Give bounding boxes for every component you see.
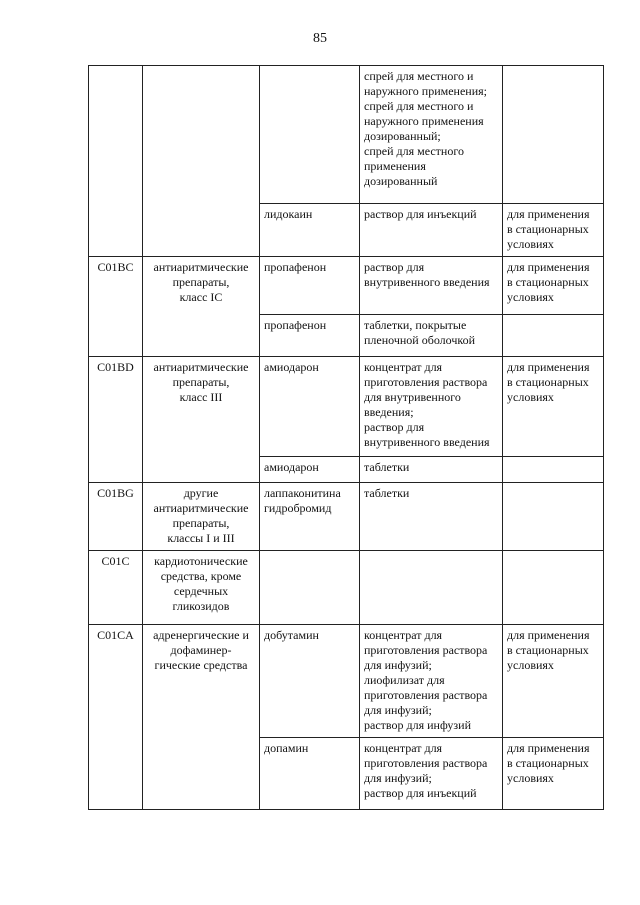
cell-text-line: амиодарон [264,460,319,474]
cell-text-line: антиаритмические [153,501,249,515]
atc-code-cell: C01BD [89,357,143,483]
cell-text-line: в стационарных [507,375,589,389]
cell-text-line: таблетки, покрытые [364,318,467,332]
drug-name-cell [260,357,360,457]
cell-text-line: антиаритмические [153,260,249,274]
cell-text-line: концентрат для [364,360,443,374]
cell-text-line: введения; [364,405,414,419]
cell-text-line: приготовления раствора [364,643,488,657]
cell-text-line: препараты, [172,375,230,389]
cell-text-line: таблетки [364,460,410,474]
cell-text-line: амиодарон [264,360,319,374]
table-row [89,357,604,457]
cell-text-line: класс IC [179,290,223,304]
usage-note-cell [503,457,604,483]
cell-text-line: спрей для местного и [364,99,474,113]
cell-text-line: условиях [507,237,554,251]
cell-text-line: в стационарных [507,643,589,657]
drug-name-cell [260,257,360,315]
group-name-cell [143,483,260,551]
cell-text-line: в стационарных [507,275,589,289]
cell-text-line: приготовления раствора [364,756,488,770]
usage-note-cell [503,315,604,357]
cell-text-line: раствор для инъекций [364,786,477,800]
cell-text-line: для применения [507,360,590,374]
cell-text-line: лиофилизат для [364,673,445,687]
cell-text-line: раствор для инъекций [364,207,477,221]
cell-text-line: гидробромид [264,501,332,515]
dosage-form-cell [360,457,503,483]
dosage-form-cell [360,551,503,625]
group-name-cell [143,625,260,810]
usage-note-cell [503,551,604,625]
cell-text-line: внутривенного введения [364,435,490,449]
page-number: 85 [313,31,327,46]
cell-text-line: концентрат для [364,628,443,642]
table-row [89,66,604,204]
dosage-form-cell [360,357,503,457]
cell-text-line: добутамин [264,628,319,642]
dosage-form-cell [360,315,503,357]
cell-text-line: спрей для местного [364,144,464,158]
table-row [89,257,604,315]
group-name-cell [143,551,260,625]
cell-text-line: в стационарных [507,756,589,770]
cell-text-line: класс III [179,390,223,404]
usage-note-cell [503,257,604,315]
cell-text-line: наружного применения [364,114,484,128]
dosage-form-cell [360,483,503,551]
atc-code-cell: C01CA [89,625,143,810]
drug-name-cell [260,315,360,357]
cell-text-line: сердечных [173,584,229,598]
atc-code-cell: C01BG [89,483,143,551]
atc-code-cell: C01BC [89,257,143,357]
table-row [89,483,604,551]
cell-text-line: спрей для местного и [364,69,474,83]
drug-name-cell [260,483,360,551]
cell-text-line: дозированный [364,174,438,188]
cell-text-line: раствор для инфузий [364,718,471,732]
cell-text-line: гликозидов [172,599,230,613]
cell-text-line: классы I и III [167,531,235,545]
drug-name-cell [260,738,360,810]
cell-text-line: пропафенон [264,318,327,332]
cell-text-line: антиаритмические [153,360,249,374]
cell-text-line: концентрат для [364,741,443,755]
cell-text-line: пленочной оболочкой [364,333,476,347]
cell-text-line: кардиотонические [154,554,248,568]
cell-text-line: препараты, [172,275,230,289]
cell-text-line: для применения [507,628,590,642]
cell-text-line: для применения [507,260,590,274]
cell-text-line: раствор для [364,260,425,274]
cell-text-line: условиях [507,290,554,304]
drug-list-table [88,65,604,810]
dosage-form-cell [360,257,503,315]
cell-text-line: приготовления раствора [364,688,488,702]
cell-text-line: внутривенного введения [364,275,490,289]
table-row [89,551,604,625]
cell-text-line: таблетки [364,486,410,500]
drug-name-cell [260,66,360,204]
atc-code-cell: C01C [89,551,143,625]
cell-text-line: условиях [507,390,554,404]
cell-text-line: условиях [507,771,554,785]
usage-note-cell [503,66,604,204]
drug-name-cell [260,551,360,625]
usage-note-cell [503,483,604,551]
cell-text-line: препараты, [172,516,230,530]
cell-text-line: условиях [507,658,554,672]
cell-text-line: другие [183,486,219,500]
drug-name-cell [260,457,360,483]
cell-text-line: для инфузий; [364,703,432,717]
group-name-cell [143,257,260,357]
cell-text-line: адренергические и [153,628,249,642]
table-row [89,625,604,738]
dosage-form-cell [360,738,503,810]
cell-text-line: лаппаконитина [264,486,341,500]
usage-note-cell [503,625,604,738]
cell-text-line: дофаминер- [170,643,232,657]
dosage-form-cell [360,204,503,257]
cell-text-line: гические средства [154,658,248,672]
cell-text-line: для внутривенного [364,390,461,404]
atc-code-cell [89,66,143,257]
group-name-cell [143,357,260,483]
cell-text-line: дозированный; [364,129,441,143]
cell-text-line: для инфузий; [364,771,432,785]
cell-text-line: для инфузий; [364,658,432,672]
usage-note-cell [503,738,604,810]
dosage-form-cell [360,66,503,204]
cell-text-line: применения [364,159,426,173]
cell-text-line: приготовления раствора [364,375,488,389]
cell-text-line: для применения [507,741,590,755]
cell-text-line: лидокаин [264,207,313,221]
usage-note-cell [503,357,604,457]
cell-text-line: допамин [264,741,309,755]
drug-name-cell [260,204,360,257]
cell-text-line: средства, кроме [160,569,242,583]
cell-text-line: в стационарных [507,222,589,236]
cell-text-line: пропафенон [264,260,327,274]
dosage-form-cell [360,625,503,738]
group-name-cell [143,66,260,257]
usage-note-cell [503,204,604,257]
drug-name-cell [260,625,360,738]
cell-text-line: раствор для [364,420,425,434]
cell-text-line: наружного применения; [364,84,487,98]
cell-text-line: для применения [507,207,590,221]
